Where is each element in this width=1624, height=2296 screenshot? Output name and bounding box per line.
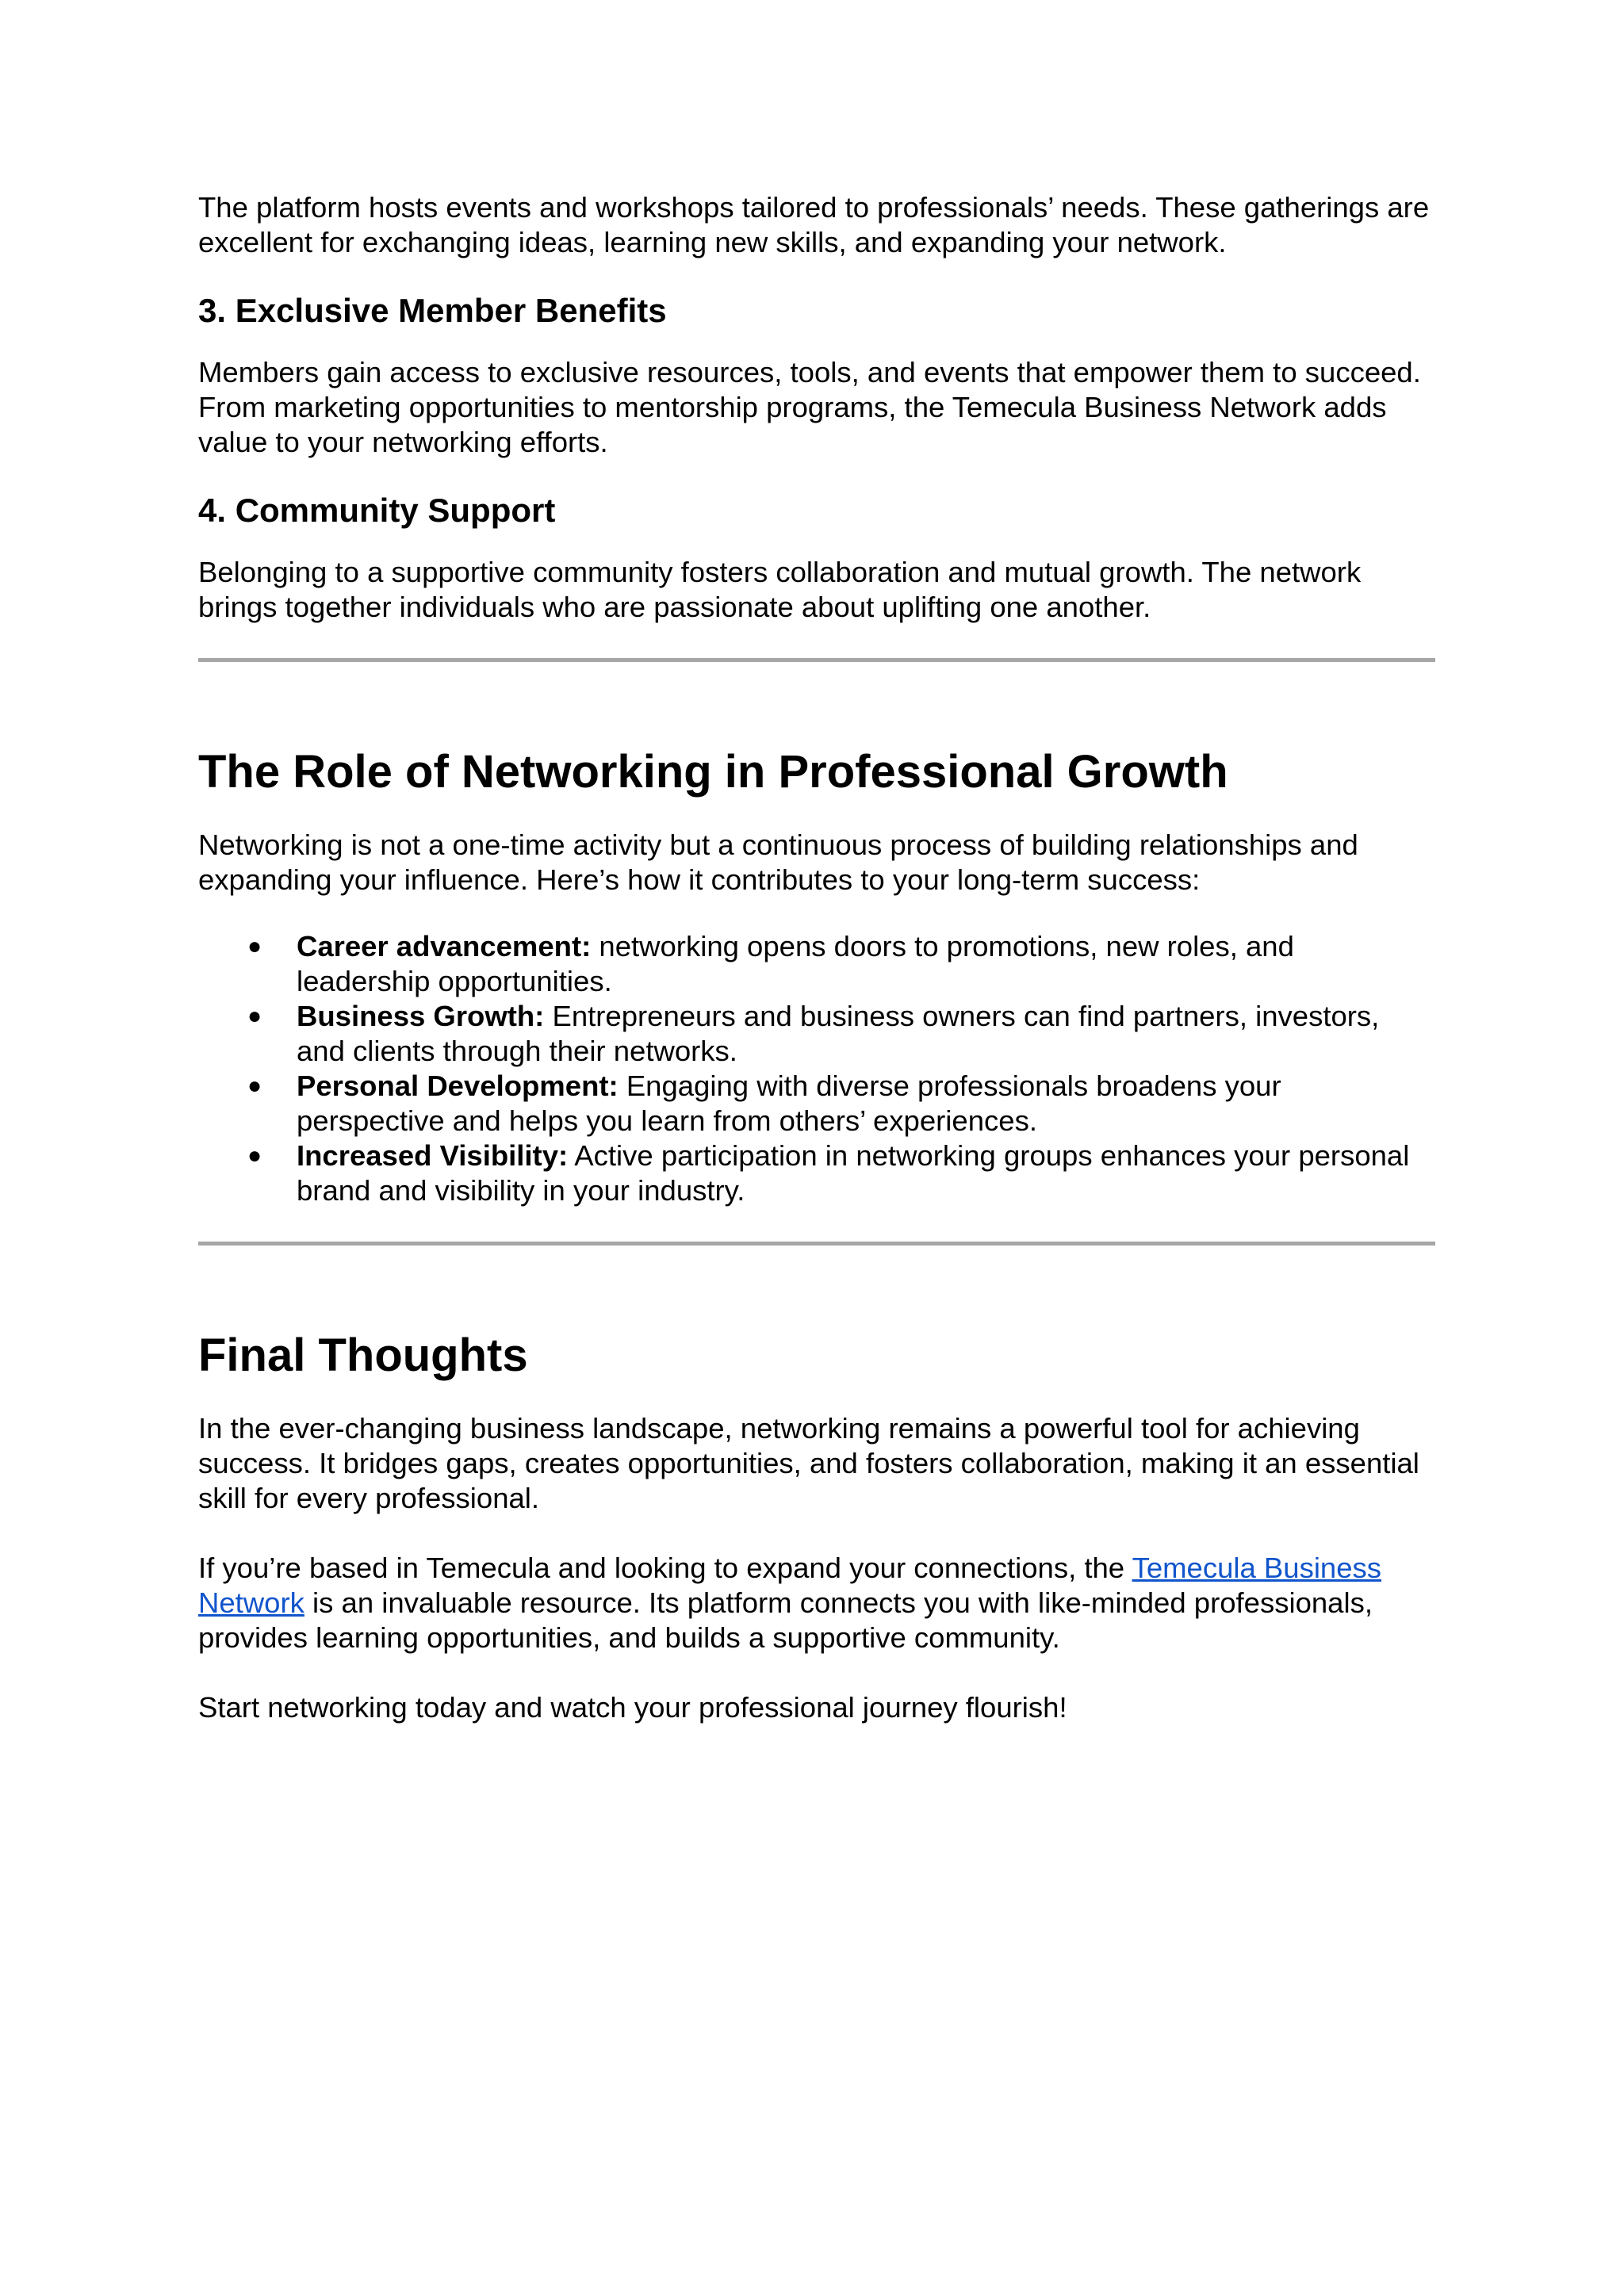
role-intro-paragraph: Networking is not a one-time activity but a continuous process of building relationships and expanding your influence. Here’s how it contributes to your long-term success: bbox=[198, 828, 1358, 896]
benefits-paragraph: Members gain access to exclusive resources, tools, and events that empower them to succeed. From marketing opportunities to mentorship programs, the Temecula Business Network adds value to your networking efforts. bbox=[198, 356, 1421, 458]
role-heading: The Role of Networking in Professional Growth bbox=[198, 746, 1228, 798]
final-paragraph-2-tail: is an invaluable resource. Its platform connects you with like-minded professionals, provides learning opportunities, and builds a supportive community. bbox=[198, 1586, 1373, 1654]
community-paragraph: Belonging to a supportive community fosters collaboration and mutual growth. The network brings together individuals who are passionate about uplifting one another. bbox=[198, 556, 1362, 623]
bullet-term: Increased Visibility: bbox=[297, 1139, 569, 1172]
bullet-text: Engaging with diverse professionals broadens your perspective and helps you learn from others’ experiences. bbox=[297, 1070, 1281, 1137]
final-paragraph-3: Start networking today and watch your professional journey flourish! bbox=[198, 1691, 1067, 1724]
final-heading: Final Thoughts bbox=[198, 1330, 528, 1381]
document-page bbox=[198, 190, 1435, 1725]
community-heading: 4. Community Support bbox=[198, 492, 556, 529]
bullet-term: Career advancement: bbox=[297, 930, 592, 962]
list-item bbox=[198, 1138, 1435, 1208]
bullet-text: Active participation in networking groups enhances your personal brand and visibility in your industry. bbox=[297, 1139, 1410, 1207]
list-item bbox=[198, 929, 1435, 999]
final-paragraph-1: In the ever-changing business landscape, networking remains a powerful tool for achieving success. It bridges gaps, creates opportunities, and fosters collaboration, making it an essential skill for every professional. bbox=[198, 1412, 1419, 1514]
bullet-text: Entrepreneurs and business owners can find partners, investors, and clients through their networks. bbox=[297, 1000, 1380, 1067]
final-paragraph-2 bbox=[198, 1551, 1435, 1655]
bullet-icon: ● bbox=[247, 933, 262, 959]
bullet-icon: ● bbox=[247, 1003, 262, 1029]
benefits-heading: 3. Exclusive Member Benefits bbox=[198, 292, 667, 329]
role-bullet-list bbox=[198, 929, 1435, 1208]
bullet-icon: ● bbox=[247, 1142, 262, 1169]
bullet-text: networking opens doors to promotions, new roles, and leadership opportunities. bbox=[297, 930, 1294, 997]
list-item bbox=[198, 999, 1435, 1069]
final-paragraph-2-lead: If you’re based in Temecula and looking to expand your connections, the bbox=[198, 1552, 1132, 1584]
temecula-business-network-link[interactable]: Temecula Business Network bbox=[198, 1552, 1382, 1619]
divider-2 bbox=[198, 1242, 1435, 1246]
divider-1 bbox=[198, 658, 1435, 662]
intro-paragraph: The platform hosts events and workshops tailored to professionals’ needs. These gatherings are excellent for exchanging ideas, learning new skills, and expanding your network. bbox=[198, 191, 1430, 258]
bullet-term: Personal Development: bbox=[297, 1070, 619, 1102]
list-item bbox=[198, 1069, 1435, 1138]
bullet-icon: ● bbox=[247, 1073, 262, 1099]
bullet-term: Business Growth: bbox=[297, 1000, 545, 1032]
